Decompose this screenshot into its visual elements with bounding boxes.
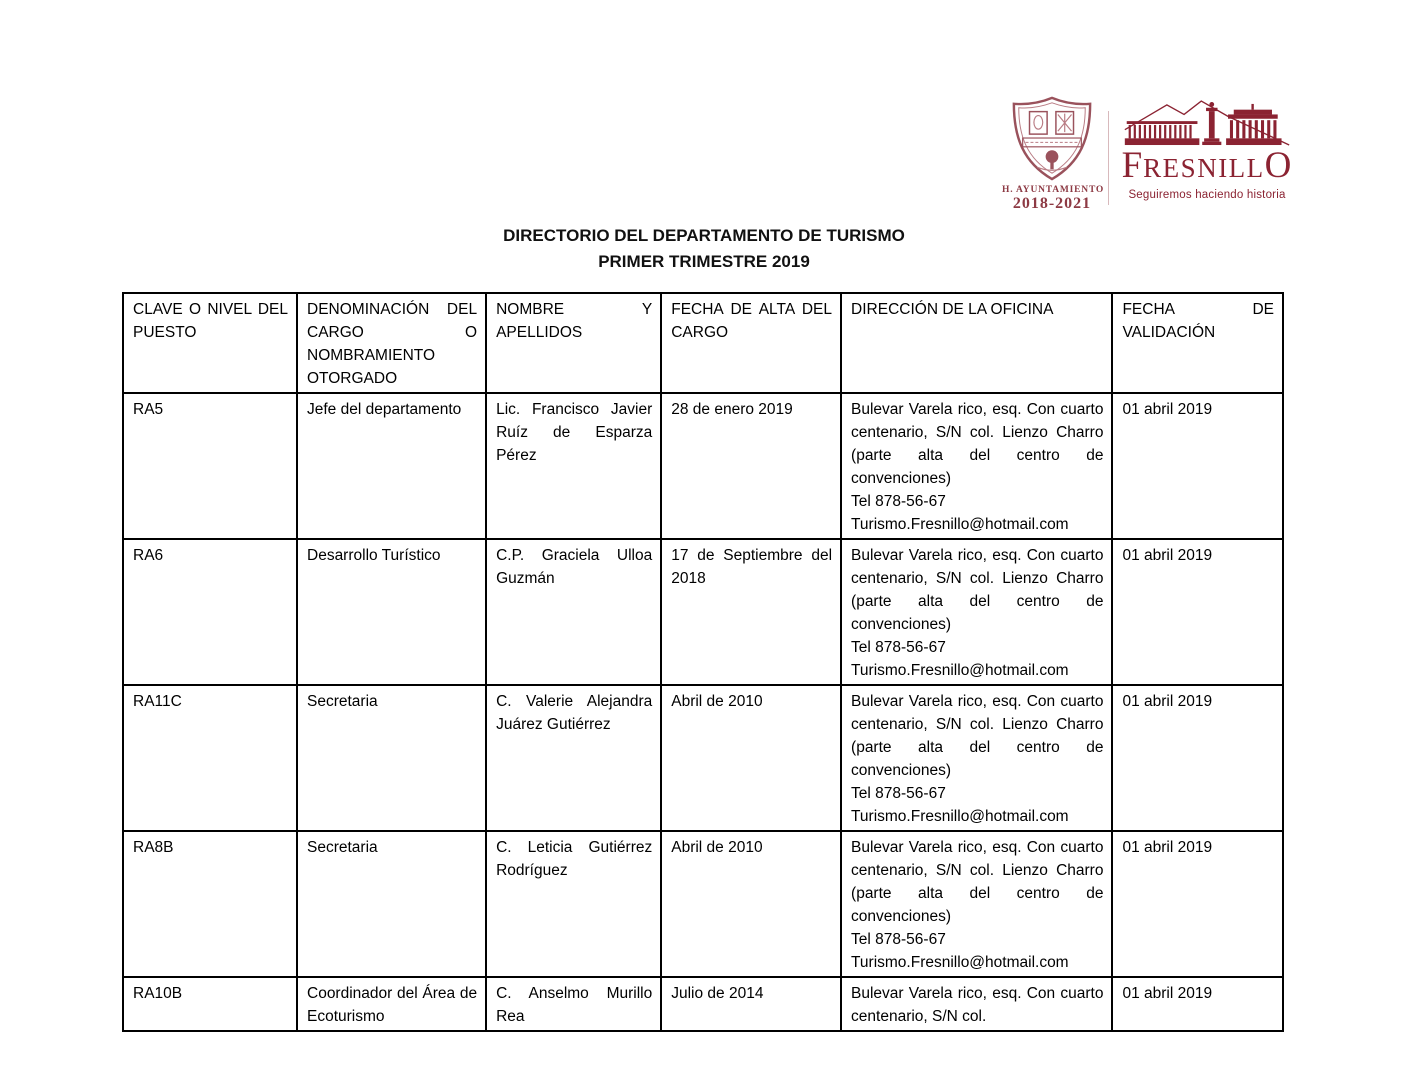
ayuntamiento-crest-icon [1008,95,1096,183]
header-fecha-validacion: FECHA DE VALIDACIÓN [1112,293,1283,393]
title-line-1: DIRECTORIO DEL DEPARTAMENTO DE TURISMO [503,226,905,245]
page-title [0,223,1408,275]
cell-fecha-alta: 28 de enero 2019 [661,393,841,539]
direccion-text: Bulevar Varela rico, esq. Con cuarto centenario, S/N col. Lienzo Charro (parte alta del centro de convenciones) [851,401,1104,487]
header-direccion: DIRECCIÓN DE LA OFICINA [841,293,1112,393]
ayuntamiento-crest [1002,95,1105,213]
header-nombre: NOMBRE Y APELLIDOS [486,293,661,393]
header-cargo: DENOMINACIÓN DEL CARGO O NOMBRAMIENTO OTORGADO [297,293,486,393]
direccion-text: Bulevar Varela rico, esq. Con cuarto centenario, S/N col. Lienzo Charro (parte alta del centro de convenciones) [851,547,1104,633]
direccion-tel: Tel 878-56-67 [851,493,946,510]
cell-cargo: Desarrollo Turístico [297,539,486,685]
cell-nombre: C. Valerie Alejandra Juárez Gutiérrez [486,685,661,831]
crest-caption: H. AYUNTAMIENTO [1002,185,1105,195]
direccion-tel: Tel 878-56-67 [851,639,946,656]
table-row [123,539,1283,685]
direccion-tel: Tel 878-56-67 [851,785,946,802]
cell-direccion [841,831,1112,977]
cell-fecha-alta: 17 de Septiembre del 2018 [661,539,841,685]
cell-fecha-alta: Abril de 2010 [661,685,841,831]
cell-clave: RA5 [123,393,297,539]
direccion-email: Turismo.Fresnillo@hotmail.com [851,662,1069,679]
cell-direccion [841,393,1112,539]
cell-nombre: C.P. Graciela Ulloa Guzmán [486,539,661,685]
brand-tagline: Seguiremos haciendo historia [1128,189,1286,201]
cell-direccion [841,539,1112,685]
header-clave: CLAVE O NIVEL DEL PUESTO [123,293,297,393]
table-row [123,685,1283,831]
directory-table [122,292,1284,1032]
cell-nombre: C. Leticia Gutiérrez Rodríguez [486,831,661,977]
cell-fecha-validacion: 01 abril 2019 [1112,393,1283,539]
cell-fecha-alta: Julio de 2014 [661,977,841,1031]
cell-clave: RA10B [123,977,297,1031]
direccion-text: Bulevar Varela rico, esq. Con cuarto centenario, S/N col. Lienzo Charro (parte alta del centro de convenciones) [851,839,1104,925]
direccion-email: Turismo.Fresnillo@hotmail.com [851,516,1069,533]
cell-fecha-validacion: 01 abril 2019 [1112,831,1283,977]
table-row [123,831,1283,977]
title-line-2: PRIMER TRIMESTRE 2019 [598,252,810,271]
cell-clave: RA6 [123,539,297,685]
cell-fecha-alta: Abril de 2010 [661,831,841,977]
direccion-email: Turismo.Fresnillo@hotmail.com [851,808,1069,825]
cell-cargo: Secretaria [297,685,486,831]
direccion-tel: Tel 878-56-67 [851,931,946,948]
direccion-text: Bulevar Varela rico, esq. Con cuarto centenario, S/N col. Lienzo Charro (parte alta del centro de convenciones) [851,693,1104,779]
brand-letter-f: F [1121,145,1144,186]
cell-nombre: C. Anselmo Murillo Rea [486,977,661,1031]
brand-letter-o: O [1264,145,1293,186]
fresnillo-logo [1118,95,1296,201]
header-logos [1002,95,1296,213]
cell-fecha-validacion: 01 abril 2019 [1112,539,1283,685]
table-row [123,393,1283,539]
table-row [123,977,1283,1031]
brand-name [1118,145,1296,188]
cell-fecha-validacion: 01 abril 2019 [1112,977,1283,1031]
cell-nombre: Lic. Francisco Javier Ruíz de Esparza Pérez [486,393,661,539]
cell-cargo: Jefe del departamento [297,393,486,539]
header-fecha-alta: FECHA DE ALTA DEL CARGO [661,293,841,393]
cell-clave: RA8B [123,831,297,977]
brand-letters-mid: RESNILL [1143,153,1265,183]
cell-direccion [841,977,1112,1031]
direccion-email: Turismo.Fresnillo@hotmail.com [851,954,1069,971]
cell-direccion [841,685,1112,831]
direccion-text: Bulevar Varela rico, esq. Con cuarto centenario, S/N col. [851,985,1104,1025]
cell-fecha-validacion: 01 abril 2019 [1112,685,1283,831]
cell-clave: RA11C [123,685,297,831]
cell-cargo: Secretaria [297,831,486,977]
crest-years: 2018-2021 [1012,195,1092,212]
table-header-row [123,293,1283,393]
logo-divider [1108,111,1109,205]
cell-cargo: Coordinador del Área de Ecoturismo [297,977,486,1031]
